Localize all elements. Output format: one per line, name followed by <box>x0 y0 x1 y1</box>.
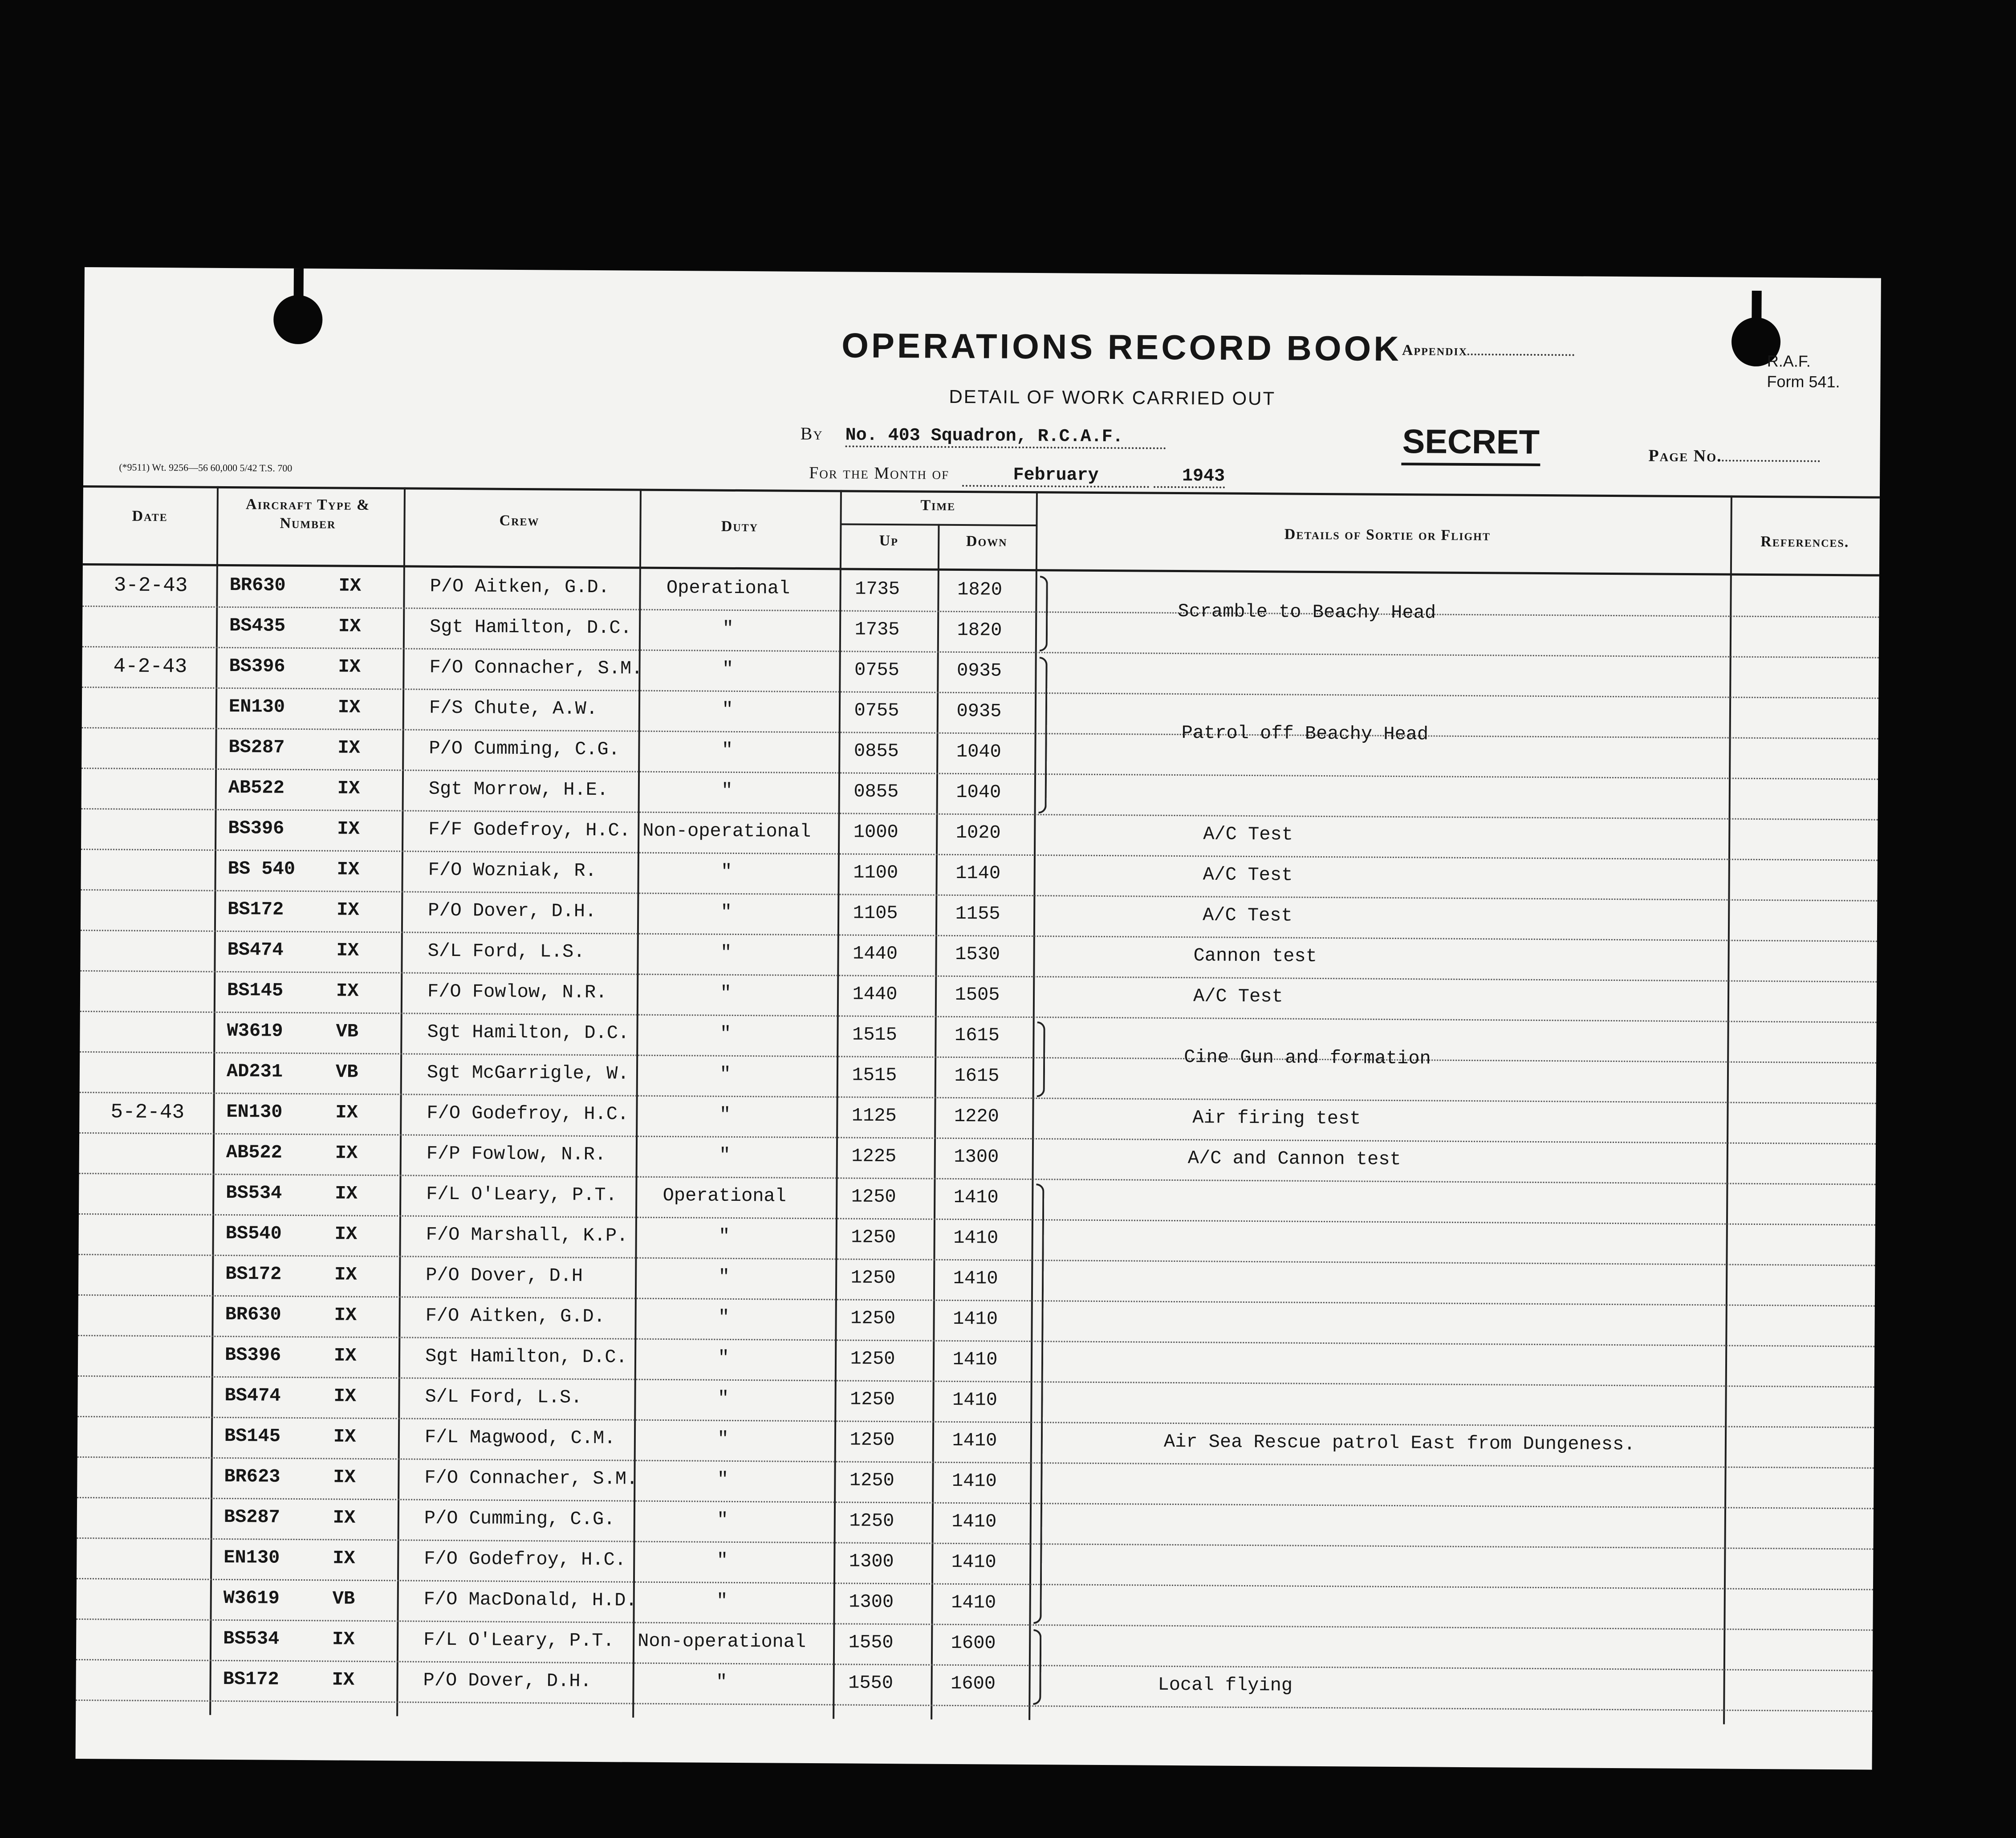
crew-cell: S/L Ford, L.S. <box>427 940 585 963</box>
time-down-cell: 1410 <box>952 1389 998 1411</box>
crew-cell: F/F Godefroy, H.C. <box>428 818 631 842</box>
date-cell: 3-2-43 <box>114 573 188 598</box>
aircraft-serial-cell: BR623 <box>224 1465 280 1488</box>
duty-cell: " <box>718 1306 730 1328</box>
time-down-cell: 1410 <box>951 1591 996 1614</box>
time-up-cell: 1250 <box>849 1510 894 1532</box>
time-down-cell: 1410 <box>953 1267 998 1289</box>
sortie-detail: Air firing test <box>1192 1107 1361 1130</box>
record-sheet <box>76 267 1881 1770</box>
duty-cell: " <box>720 861 732 882</box>
aircraft-mark-cell: IX <box>337 777 360 799</box>
secret-stamp: SECRET <box>1401 422 1540 466</box>
crew-cell: Sgt Hamilton, D.C. <box>425 1345 627 1368</box>
aircraft-mark-cell: IX <box>337 696 361 718</box>
duty-cell: " <box>720 901 732 923</box>
time-up-cell: 1250 <box>849 1429 895 1451</box>
time-down-cell: 1040 <box>956 781 1001 803</box>
aircraft-serial-cell: BS540 <box>225 1222 282 1244</box>
aircraft-mark-cell: IX <box>333 1385 357 1407</box>
duty-cell: Operational <box>663 1184 787 1207</box>
sortie-detail: A/C Test <box>1203 864 1293 886</box>
crew-cell: P/O Aitken, G.D. <box>430 575 610 598</box>
aircraft-serial-cell: EN130 <box>228 695 285 718</box>
duty-cell: " <box>722 699 733 720</box>
time-down-cell: 1600 <box>951 1672 996 1695</box>
header-references: References. <box>1760 533 1849 551</box>
aircraft-mark-cell: IX <box>334 1223 358 1245</box>
aircraft-mark-cell: IX <box>337 737 360 759</box>
aircraft-mark-cell: IX <box>333 1547 355 1569</box>
header-date: Date <box>132 508 168 525</box>
crew-cell: F/O Connacher, S.M. <box>429 656 643 679</box>
header-down: Down <box>966 533 1008 550</box>
binder-slot-left <box>294 268 304 304</box>
print-code: (*9511) Wt. 9256—56 60,000 5/42 T.S. 700 <box>119 461 293 474</box>
time-down-cell: 1410 <box>951 1551 996 1573</box>
crew-cell: P/O Dover, D.H. <box>423 1669 592 1692</box>
aircraft-mark-cell: VB <box>336 1021 359 1042</box>
aircraft-mark-cell: IX <box>338 575 362 597</box>
aircraft-serial-cell: EN130 <box>226 1101 283 1123</box>
time-up-cell: 1440 <box>853 943 898 965</box>
duty-cell: " <box>721 780 733 801</box>
group-brace <box>1039 657 1048 813</box>
crew-cell: P/O Cumming, C.G. <box>424 1507 615 1530</box>
time-down-cell: 1410 <box>952 1348 998 1370</box>
aircraft-serial-cell: BS172 <box>228 898 284 920</box>
year-value: 1943 <box>1154 466 1225 488</box>
header-details: Details of Sortie or Flight <box>1284 526 1491 544</box>
appendix-text: Appendix <box>1402 342 1468 359</box>
time-up-cell: 1300 <box>849 1591 894 1613</box>
crew-cell: F/O MacDonald, H.D. <box>423 1588 637 1611</box>
group-brace <box>1040 576 1048 651</box>
crew-cell: F/L O'Leary, P.T. <box>423 1629 614 1652</box>
time-up-cell: 0755 <box>854 659 900 681</box>
time-down-cell: 1410 <box>953 1227 999 1249</box>
duty-cell: " <box>718 1266 730 1288</box>
time-up-cell: 1735 <box>854 618 900 641</box>
duty-cell: " <box>720 982 732 1004</box>
duty-cell: Non-operational <box>637 1630 806 1653</box>
time-down-cell: 1505 <box>955 984 1000 1006</box>
date-cell: 4-2-43 <box>113 655 187 679</box>
crew-cell: F/O Godefroy, H.C. <box>424 1548 626 1571</box>
aircraft-mark-cell: IX <box>337 818 360 840</box>
time-up-cell: 1225 <box>851 1145 897 1167</box>
time-up-cell: 1250 <box>851 1186 896 1208</box>
time-down-cell: 1220 <box>954 1105 999 1127</box>
by-label: By <box>800 423 823 444</box>
aircraft-serial-cell: BR630 <box>229 574 286 596</box>
sortie-detail: A/C Test <box>1193 985 1283 1008</box>
sortie-detail: Scramble to Beachy Head <box>1178 600 1436 624</box>
time-down-cell: 1140 <box>955 862 1001 884</box>
sortie-detail: Local flying <box>1158 1674 1293 1696</box>
duty-cell: " <box>715 1671 728 1693</box>
aircraft-mark-cell: IX <box>338 656 361 678</box>
duty-cell: " <box>720 942 732 964</box>
form-subtitle: DETAIL OF WORK CARRIED OUT <box>949 386 1276 409</box>
sortie-detail: Patrol off Beachy Head <box>1181 722 1429 745</box>
crew-cell: F/O Fowlow, N.R. <box>427 980 607 1004</box>
time-down-cell: 1155 <box>955 903 1000 925</box>
crew-cell: F/O Wozniak, R. <box>428 859 597 882</box>
aircraft-mark-cell: IX <box>336 939 359 961</box>
time-down-cell: 1820 <box>957 578 1003 601</box>
time-down-cell: 1410 <box>951 1470 997 1492</box>
month-line <box>809 463 1225 488</box>
page-number-label <box>1648 446 1820 466</box>
aircraft-mark-cell: IX <box>333 1345 357 1366</box>
time-down-cell: 1600 <box>951 1632 996 1654</box>
aircraft-serial-cell: BR630 <box>225 1303 281 1326</box>
aircraft-mark-cell: VB <box>332 1588 355 1610</box>
time-down-cell: 1300 <box>954 1146 999 1168</box>
crew-cell: Sgt Morrow, H.E. <box>428 778 609 801</box>
aircraft-mark-cell: IX <box>334 1304 357 1326</box>
time-down-cell: 1820 <box>957 619 1002 641</box>
time-up-cell: 1550 <box>848 1631 894 1654</box>
aircraft-serial-cell: BS435 <box>229 615 286 637</box>
aircraft-serial-cell: BS287 <box>224 1506 280 1528</box>
duty-cell: " <box>719 1023 732 1045</box>
time-down-cell: 1020 <box>955 821 1001 844</box>
header-crew: Crew <box>499 512 540 529</box>
aircraft-mark-cell: VB <box>335 1061 358 1083</box>
aircraft-serial-cell: AD231 <box>226 1060 283 1082</box>
time-up-cell: 0755 <box>854 699 899 722</box>
time-up-cell: 1735 <box>855 578 900 600</box>
time-down-cell: 1410 <box>953 1308 998 1330</box>
duty-cell: Operational <box>666 577 790 599</box>
crew-cell: F/O Connacher, S.M. <box>424 1467 638 1490</box>
time-up-cell: 1250 <box>850 1307 896 1330</box>
time-down-cell: 1530 <box>955 943 1000 965</box>
crew-cell: P/O Cumming, C.G. <box>429 737 620 760</box>
aircraft-serial-cell: BS172 <box>225 1263 282 1285</box>
aircraft-serial-cell: BS474 <box>224 1384 281 1407</box>
duty-cell: " <box>717 1509 728 1531</box>
time-up-cell: 1250 <box>850 1348 895 1370</box>
aircraft-mark-cell: IX <box>333 1507 356 1529</box>
time-up-cell: 1440 <box>852 983 898 1005</box>
operations-table <box>83 485 1880 1696</box>
time-up-cell: 1125 <box>851 1105 897 1127</box>
aircraft-mark-cell: IX <box>336 980 359 1002</box>
crew-cell: P/O Dover, D.H <box>426 1264 583 1287</box>
duty-cell: " <box>718 1225 730 1247</box>
crew-cell: Sgt Hamilton, D.C. <box>427 1021 630 1044</box>
raf-line-1: R.A.F. <box>1767 352 1811 370</box>
time-up-cell: 1100 <box>853 862 898 884</box>
aircraft-serial-cell: BS 540 <box>228 858 296 880</box>
crew-cell: F/O Godefroy, H.C. <box>427 1102 629 1125</box>
crew-cell: F/O Marshall, K.P. <box>426 1224 628 1247</box>
duty-cell: " <box>718 1347 729 1369</box>
aircraft-mark-cell: IX <box>333 1466 356 1488</box>
time-up-cell: 1300 <box>849 1550 894 1573</box>
header-duty: Duty <box>721 518 759 535</box>
header-time: Time <box>920 497 956 514</box>
time-up-cell: 1105 <box>853 902 898 924</box>
header-aircraft: Aircraft Type & Number <box>245 496 370 532</box>
time-up-cell: 1250 <box>849 1469 894 1492</box>
raf-line-2: Form 541. <box>1767 372 1840 391</box>
appendix-label <box>1402 342 1574 360</box>
duty-cell: Non-operational <box>642 820 811 842</box>
unit-value: No. 403 Squadron, R.C.A.F. <box>845 425 1166 449</box>
raf-form-number <box>1767 351 1840 392</box>
aircraft-mark-cell: IX <box>337 899 359 921</box>
crew-cell: F/L Magwood, C.M. <box>424 1426 616 1449</box>
sortie-detail: A/C and Cannon test <box>1187 1147 1401 1171</box>
aircraft-mark-cell: IX <box>332 1669 355 1691</box>
aircraft-serial-cell: BS396 <box>229 655 285 677</box>
aircraft-serial-cell: BS534 <box>223 1627 280 1650</box>
duty-cell: " <box>722 618 734 639</box>
duty-cell: " <box>721 739 733 761</box>
aircraft-mark-cell: IX <box>338 615 361 637</box>
time-up-cell: 1000 <box>853 821 898 843</box>
aircraft-serial-cell: EN130 <box>224 1546 280 1569</box>
aircraft-serial-cell: BS145 <box>227 979 284 1001</box>
crew-cell: P/O Dover, D.H. <box>428 899 597 923</box>
crew-cell: F/S Chute, A.W. <box>429 697 598 720</box>
aircraft-serial-cell: BS534 <box>226 1182 282 1204</box>
month-value: February <box>962 465 1149 488</box>
duty-cell: " <box>719 1063 731 1085</box>
form-title: OPERATIONS RECORD BOOK <box>841 325 1402 369</box>
aircraft-serial-cell: AB522 <box>228 777 285 799</box>
crew-cell: F/O Aitken, G.D. <box>425 1305 606 1328</box>
aircraft-mark-cell: IX <box>337 858 360 880</box>
aircraft-mark-cell: IX <box>335 1102 358 1123</box>
time-up-cell: 0855 <box>854 781 899 803</box>
binder-slot-right <box>1752 291 1761 326</box>
aircraft-serial-cell: BS396 <box>228 817 285 839</box>
header-up: Up <box>879 532 899 549</box>
crew-cell: F/L O'Leary, P.T. <box>426 1183 617 1206</box>
table-header <box>83 485 1880 577</box>
aircraft-serial-cell: BS396 <box>224 1344 281 1366</box>
time-down-cell: 1410 <box>953 1186 999 1208</box>
crew-cell: Sgt Hamilton, D.C. <box>429 616 632 639</box>
group-brace <box>1033 1629 1041 1705</box>
date-cell: 5-2-43 <box>110 1100 185 1124</box>
unit-line <box>801 423 1166 449</box>
duty-cell: " <box>716 1549 728 1571</box>
aircraft-serial-cell: BS287 <box>228 736 285 758</box>
time-up-cell: 1515 <box>852 1024 898 1046</box>
aircraft-mark-cell: IX <box>335 1142 358 1164</box>
page-number-text: Page No. <box>1648 446 1722 466</box>
duty-cell: " <box>717 1387 729 1409</box>
time-down-cell: 0935 <box>956 659 1002 682</box>
sortie-detail: Cine Gun and formation <box>1184 1046 1431 1069</box>
crew-cell: S/L Ford, L.S. <box>425 1386 582 1408</box>
aircraft-mark-cell: IX <box>333 1426 356 1448</box>
time-up-cell: 1515 <box>852 1064 897 1086</box>
duty-cell: " <box>719 1144 731 1166</box>
duty-cell: " <box>716 1590 728 1612</box>
aircraft-mark-cell: IX <box>332 1628 355 1650</box>
time-up-cell: 1250 <box>851 1226 896 1248</box>
aircraft-mark-cell: IX <box>335 1183 358 1204</box>
aircraft-serial-cell: BS172 <box>223 1668 279 1690</box>
aircraft-serial-cell: W3619 <box>223 1587 280 1609</box>
time-up-cell: 1550 <box>848 1672 894 1694</box>
aircraft-mark-cell: IX <box>334 1264 357 1285</box>
time-down-cell: 0935 <box>956 700 1002 722</box>
crew-cell: F/P Fowlow, N.R. <box>426 1143 606 1166</box>
sortie-detail: Cannon test <box>1193 945 1317 967</box>
time-up-cell: 1250 <box>849 1388 895 1411</box>
time-up-cell: 0855 <box>854 740 899 762</box>
crew-cell: Sgt McGarrigle, W. <box>427 1061 629 1085</box>
sortie-detail: Air Sea Rescue patrol East from Dungeness. <box>1163 1431 1635 1456</box>
time-down-cell: 1410 <box>951 1510 997 1533</box>
time-down-cell: 1615 <box>954 1024 1000 1046</box>
duty-cell: " <box>719 1104 731 1126</box>
time-down-cell: 1040 <box>956 740 1001 763</box>
time-down-cell: 1410 <box>952 1429 997 1452</box>
aircraft-serial-cell: BS145 <box>224 1425 281 1447</box>
aircraft-serial-cell: W3619 <box>227 1020 283 1042</box>
aircraft-serial-cell: BS474 <box>227 939 284 961</box>
month-label: For the Month of <box>809 463 950 483</box>
sortie-detail: A/C Test <box>1203 904 1293 927</box>
duty-cell: " <box>717 1468 729 1490</box>
duty-cell: " <box>722 658 734 680</box>
aircraft-serial-cell: AB522 <box>226 1141 283 1163</box>
group-brace <box>1037 1021 1045 1097</box>
duty-cell: " <box>717 1428 729 1450</box>
time-down-cell: 1615 <box>954 1065 1000 1087</box>
sortie-detail: A/C Test <box>1203 823 1293 846</box>
time-up-cell: 1250 <box>850 1267 896 1289</box>
